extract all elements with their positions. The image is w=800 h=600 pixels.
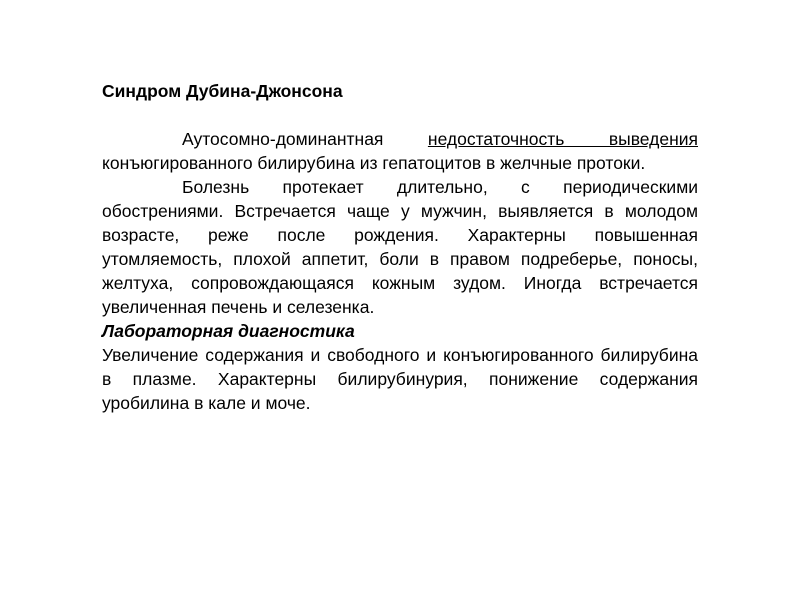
underlined-phrase: недостаточность выведения — [427, 129, 699, 149]
definition-paragraph — [102, 127, 698, 175]
definition-text-start: Аутосомно-доминантная — [182, 129, 428, 149]
lab-diagnostics-paragraph: Увеличение содержания и свободного и конъюгированного билирубина в плазме. Характерны билирубинурия, понижение содержания уробилина в кале и моче. — [102, 345, 698, 413]
clinical-paragraph: Болезнь протекает длительно, с периодическими обострениями. Встречается чаще у мужчин, выявляется в молодом возрасте, реже после рождения. Характерны повышенная утомляемость, плохой аппетит, боли в правом подреберье, поносы, желтуха, сопровождающаяся кожным зудом. Иногда встречается увеличенная печень и селезенка. — [102, 177, 698, 317]
document-title: Синдром Дубина-Джонсона — [102, 81, 343, 101]
definition-text-end: конъюгированного билирубина из гепатоцитов в желчные протоки. — [102, 153, 646, 173]
blank-line — [102, 103, 698, 127]
document-body — [102, 79, 698, 415]
section-heading: Лабораторная диагностика — [102, 321, 355, 341]
